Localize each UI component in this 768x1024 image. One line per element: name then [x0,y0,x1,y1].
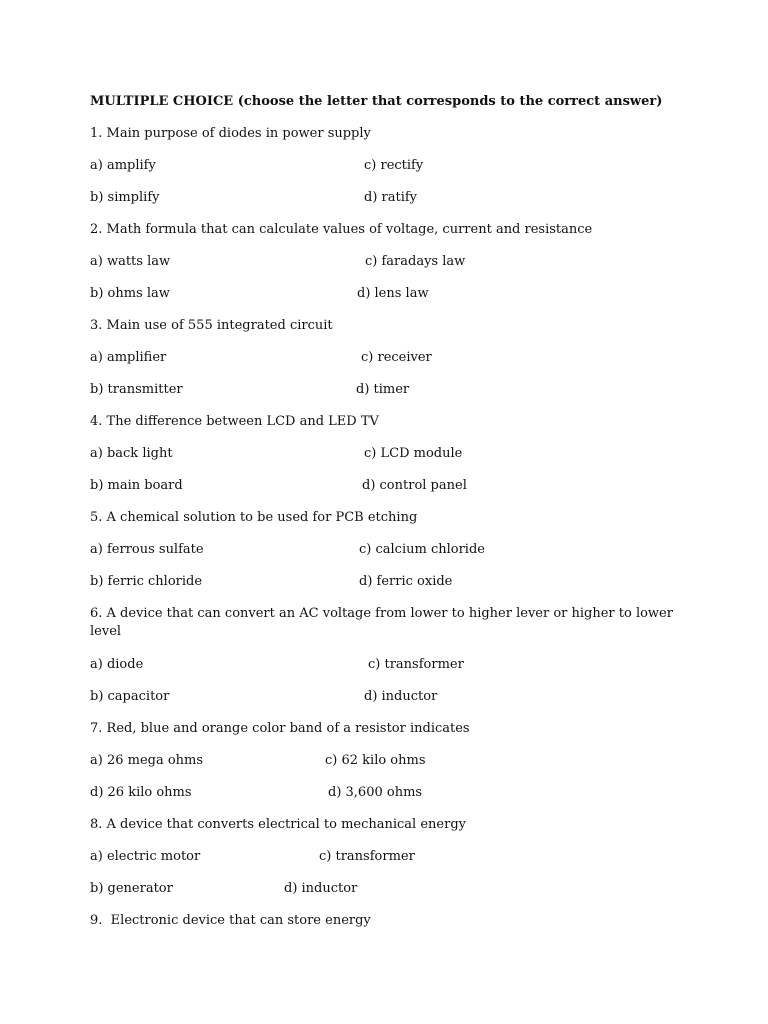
question-2-option-c: c) faradays law [365,254,466,269]
question-4-text: 4. The difference between LCD and LED TV [90,414,379,429]
question-5-option-d: d) ferric oxide [359,574,453,589]
page-heading: MULTIPLE CHOICE (choose the letter that corresponds to the correct answer) [90,94,663,109]
question-7-option-a: a) 26 mega ohms [90,753,204,768]
question-4-option-b: b) main board [90,478,183,493]
question-2-text: 2. Math formula that can calculate values of voltage, current and resistance [90,222,593,237]
question-4-option-d: d) control panel [362,478,467,493]
question-3-option-b: b) transmitter [90,382,183,397]
question-8-option-b: b) generator [90,881,173,896]
question-6-text: 6. A device that can convert an AC voltage from lower to higher lever or higher to lower level [90,606,673,639]
question-2-option-b: b) ohms law [90,286,170,301]
question-6-option-a: a) diode [90,657,144,672]
question-6-option-d: d) inductor [364,689,438,704]
question-5-text: 5. A chemical solution to be used for PCB etching [90,510,418,525]
question-2-option-d: d) lens law [357,286,429,301]
question-9-text: 9. Electronic device that can store energy [90,913,371,928]
question-3-option-a: a) amplifier [90,350,167,365]
question-4-option-c: c) LCD module [364,446,463,461]
question-1-option-d: d) ratify [364,190,418,205]
question-1-option-c: c) rectify [364,158,424,173]
question-4-option-a: a) back light [90,446,173,461]
question-6-option-c: c) transformer [368,657,464,672]
question-3-option-c: c) receiver [361,350,432,365]
question-5-option-a: a) ferrous sulfate [90,542,204,557]
question-1-text: 1. Main purpose of diodes in power supply [90,126,371,141]
question-6-option-b: b) capacitor [90,689,170,704]
question-1-option-b: b) simplify [90,190,160,205]
question-7-option-b: d) 26 kilo ohms [90,785,192,800]
question-5-option-c: c) calcium chloride [359,542,485,557]
question-5-option-b: b) ferric chloride [90,574,203,589]
question-8-option-d: d) inductor [284,881,358,896]
question-7-option-d: d) 3,600 ohms [328,785,423,800]
question-8-option-c: c) transformer [319,849,415,864]
question-1-option-a: a) amplify [90,158,156,173]
question-8-option-a: a) electric motor [90,849,201,864]
question-8-text: 8. A device that converts electrical to mechanical energy [90,817,466,832]
question-7-text: 7. Red, blue and orange color band of a resistor indicates [90,721,470,736]
question-2-option-a: a) watts law [90,254,171,269]
question-7-option-c: c) 62 kilo ohms [325,753,426,768]
question-3-option-d: d) timer [356,382,410,397]
question-3-text: 3. Main use of 555 integrated circuit [90,318,333,333]
